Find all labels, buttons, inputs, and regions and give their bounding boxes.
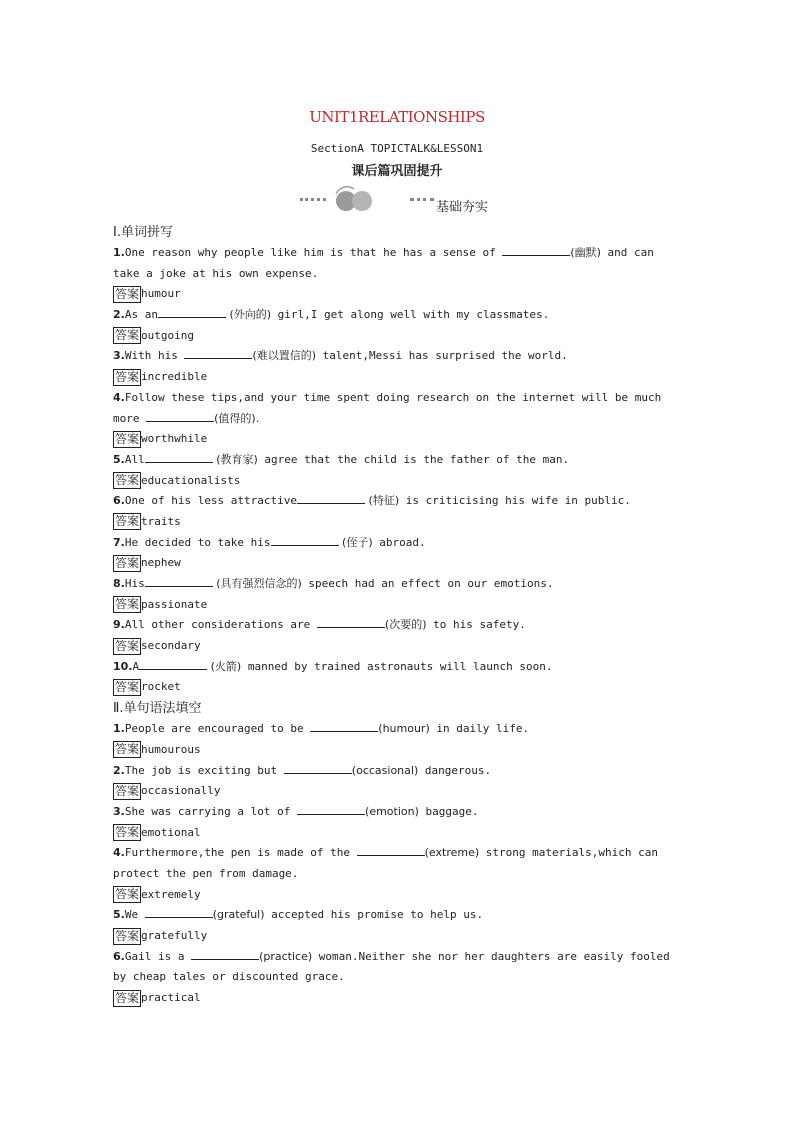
answer-text: educationalists	[141, 473, 241, 487]
question-line	[113, 843, 683, 864]
answer-badge: 答案	[115, 638, 140, 653]
question-text: One reason why people like him is that he has a sense of	[124, 246, 503, 259]
question-text: With his	[124, 349, 185, 363]
answer-text: occasionally	[141, 784, 221, 798]
answer-blank[interactable]	[297, 491, 365, 504]
answer-blank[interactable]	[145, 574, 213, 587]
question-number: 3.	[113, 804, 125, 818]
answer-badge: 答案	[115, 514, 140, 529]
question-text: manned by trained astronauts will launch soon.	[241, 659, 553, 673]
answer-badge: 答案	[115, 286, 140, 301]
question-text: and can	[600, 246, 654, 259]
question-text: The job is exciting but	[124, 763, 284, 777]
answer-badge: 答案	[115, 742, 140, 757]
question-text: People are encouraged to be	[124, 722, 311, 736]
answer-text: rocket	[141, 680, 181, 694]
question-number: 5.	[113, 452, 125, 466]
question-text: in daily life.	[429, 722, 530, 736]
banner-dots-left	[300, 198, 326, 204]
section-banner	[298, 186, 508, 214]
answer-badge: 答案	[115, 679, 140, 694]
question-text: We	[124, 908, 145, 922]
question-number: 4.	[113, 390, 125, 404]
answer-line	[113, 367, 683, 388]
answer-line	[113, 926, 683, 947]
question-hint: (难以置信的)	[252, 349, 317, 363]
answer-blank[interactable]	[317, 615, 385, 628]
question-text: abroad.	[372, 535, 426, 549]
question-line	[113, 947, 683, 968]
answer-badge: 答案	[115, 555, 140, 570]
question-line	[113, 243, 683, 264]
banner-dots-right	[410, 198, 434, 204]
answer-text: traits	[141, 514, 181, 528]
answer-line	[113, 429, 683, 450]
section-title: Ⅱ.单句语法填空	[113, 701, 202, 717]
question-hint: (幽默)	[570, 246, 601, 259]
question-text: speech had an effect on our emotions.	[301, 577, 554, 590]
answer-line	[113, 781, 683, 802]
exercise-content	[113, 222, 683, 1009]
question-hint: (occasional)	[351, 763, 419, 777]
question-line-cont: by cheap tales or discounted grace.	[113, 970, 345, 984]
answer-blank[interactable]	[145, 905, 213, 918]
answer-line	[113, 636, 683, 657]
answer-badge: 答案	[115, 597, 140, 612]
question-line-cont: protect the pen from damage.	[113, 866, 299, 880]
answer-text: extremely	[141, 887, 201, 901]
question-number: 2.	[113, 763, 125, 777]
question-text: She was carrying a lot of	[124, 804, 298, 818]
answer-line	[113, 284, 683, 305]
banner-label: 基础夯实	[436, 200, 489, 215]
question-line	[113, 657, 683, 678]
section-title: Ⅰ.单词拼写	[113, 225, 173, 240]
question-line-cont	[113, 409, 683, 430]
question-text: He decided to take his	[124, 535, 271, 549]
question-line	[113, 615, 683, 636]
answer-blank[interactable]	[145, 450, 213, 463]
question-number: 1.	[113, 246, 125, 259]
section-subtitle: SectionA TOPICTALK&LESSON1	[310, 142, 484, 155]
question-line	[113, 761, 683, 782]
question-hint: (特征)	[365, 494, 400, 508]
answer-badge: 答案	[115, 328, 140, 343]
answer-line	[113, 885, 683, 906]
answer-text: humour	[141, 287, 181, 301]
question-text: girl,I get along well with my classmates.	[271, 308, 550, 322]
answer-line	[113, 677, 683, 698]
question-text: is criticising his wife in public.	[399, 494, 631, 508]
answer-badge: 答案	[115, 473, 140, 488]
question-hint: (grateful)	[212, 908, 265, 922]
question-text: Gail is a	[124, 949, 192, 963]
answer-line	[113, 740, 683, 761]
question-hint: (humour)	[378, 722, 430, 736]
question-number: 10.	[113, 659, 133, 673]
answer-text: secondary	[141, 639, 201, 653]
question-number: 2.	[113, 308, 125, 322]
question-line	[113, 450, 683, 471]
answer-line	[113, 553, 683, 574]
question-text: to his safety.	[426, 618, 526, 632]
question-number: 1.	[113, 722, 125, 736]
answer-text: gratefully	[141, 929, 208, 942]
answer-text: incredible	[141, 370, 208, 384]
answer-text: nephew	[141, 556, 181, 570]
question-line	[113, 388, 683, 409]
question-text: His	[124, 577, 145, 590]
answer-blank[interactable]	[297, 802, 365, 815]
banner-circles-icon	[330, 186, 380, 214]
question-text: talent,Messi has surprised the world.	[316, 349, 568, 363]
question-number: 9.	[113, 618, 125, 632]
answer-line	[113, 823, 683, 844]
answer-blank[interactable]	[271, 533, 339, 546]
question-number: 5.	[113, 908, 125, 922]
answer-blank[interactable]	[146, 409, 214, 422]
answer-badge: 答案	[115, 431, 140, 446]
question-hint: (次要的)	[384, 618, 427, 632]
question-text: agree that the child is the father of the man.	[257, 452, 570, 466]
question-text: One of his less attractive	[124, 494, 298, 508]
page-title: UNIT1RELATIONSHIPS	[309, 108, 485, 126]
question-hint: (教育家)	[212, 452, 258, 466]
answer-blank[interactable]	[284, 761, 352, 774]
question-text: dangerous.	[418, 763, 492, 777]
answer-line	[113, 512, 683, 533]
question-line	[113, 574, 683, 595]
question-hint: (emotion)	[365, 804, 419, 818]
question-number: 6.	[113, 949, 125, 963]
answer-badge: 答案	[115, 825, 140, 840]
question-hint: (practice)	[259, 949, 313, 963]
question-number: 7.	[113, 535, 125, 549]
question-line	[113, 719, 683, 740]
question-text: Furthermore,the pen is made of the	[124, 846, 357, 860]
answer-badge: 答案	[115, 990, 140, 1005]
question-text: Follow these tips,and your time spent doing research on the internet will be much	[124, 390, 662, 404]
question-number: 4.	[113, 846, 125, 860]
answer-line	[113, 988, 683, 1009]
answer-badge: 答案	[115, 887, 140, 902]
question-number: 3.	[113, 349, 125, 363]
question-hint: (火箭)	[207, 659, 242, 673]
answer-badge: 答案	[115, 928, 140, 943]
question-text: All	[124, 452, 145, 466]
answer-blank[interactable]	[502, 243, 570, 256]
question-text: As an	[124, 308, 158, 322]
question-text: woman.Neither she nor her daughters are easily fooled	[312, 949, 670, 963]
section-heading: 课后篇巩固提升	[351, 164, 443, 179]
answer-blank[interactable]	[310, 719, 378, 732]
question-line	[113, 346, 683, 367]
question-hint: (具有强烈信念的)	[212, 577, 302, 590]
question-text: baggage.	[418, 804, 479, 818]
question-line-cont: take a joke at his own expense.	[113, 266, 319, 280]
answer-text: passionate	[141, 597, 208, 611]
question-text: strong materials,which can	[479, 846, 658, 860]
question-number: 8.	[113, 577, 125, 590]
answer-badge: 答案	[115, 783, 140, 798]
question-hint: (侄子)	[338, 535, 373, 549]
answer-blank[interactable]	[158, 305, 226, 318]
question-line	[113, 905, 683, 926]
answer-line	[113, 471, 683, 492]
answer-blank[interactable]	[139, 657, 207, 670]
answer-text: outgoing	[141, 328, 194, 342]
answer-text: practical	[141, 991, 201, 1005]
answer-badge: 答案	[115, 369, 140, 384]
question-text: more	[113, 411, 147, 425]
question-line	[113, 802, 683, 823]
question-hint: (extreme)	[424, 846, 480, 860]
question-line	[113, 533, 683, 554]
answer-line	[113, 595, 683, 616]
question-hint: (值得的).	[214, 411, 260, 425]
question-line	[113, 305, 683, 326]
answer-blank[interactable]	[357, 843, 425, 856]
question-text: All other considerations are	[124, 618, 317, 632]
answer-blank[interactable]	[184, 346, 252, 359]
answer-text: worthwhile	[141, 432, 208, 446]
question-hint: (外向的)	[225, 308, 272, 322]
question-number: 6.	[113, 494, 125, 508]
question-text: accepted his promise to help us.	[264, 908, 484, 922]
question-text: A	[132, 659, 140, 673]
answer-text: emotional	[141, 825, 201, 839]
answer-text: humourous	[141, 742, 201, 756]
question-line	[113, 491, 683, 512]
answer-blank[interactable]	[191, 947, 259, 960]
answer-line	[113, 326, 683, 347]
